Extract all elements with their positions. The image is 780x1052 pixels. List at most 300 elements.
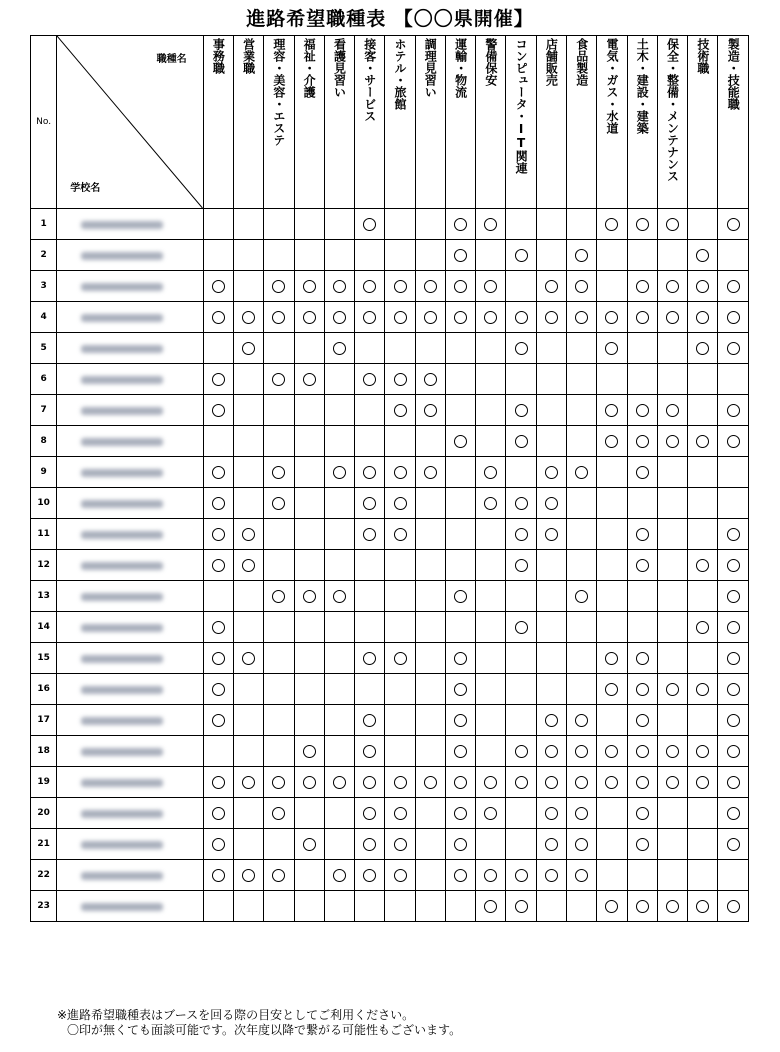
circle-mark-icon [212,869,225,882]
circle-mark-icon [272,869,285,882]
school-name-cell [57,643,203,674]
mark-cell [688,302,718,333]
redacted-school-name [81,810,163,818]
mark-cell [627,550,657,581]
mark-cell [506,426,536,457]
circle-mark-icon [575,807,588,820]
circle-mark-icon [636,714,649,727]
mark-cell [597,705,627,736]
school-name-cell [57,488,203,519]
mark-cell [657,209,687,240]
circle-mark-icon [303,590,316,603]
mark-cell [415,581,445,612]
circle-mark-icon [363,838,376,851]
mark-cell [355,209,385,240]
mark-cell [385,767,415,798]
mark-cell [536,519,566,550]
mark-cell [657,519,687,550]
circle-mark-icon [515,559,528,572]
mark-cell [688,860,718,891]
mark-cell [233,891,263,922]
mark-cell [536,550,566,581]
mark-cell [506,674,536,705]
mark-cell [294,457,324,488]
circle-mark-icon [484,280,497,293]
mark-cell [445,395,475,426]
mark-cell [385,674,415,705]
circle-mark-icon [394,497,407,510]
diagonal-header-cell [57,36,203,209]
circle-mark-icon [333,311,346,324]
circle-mark-icon [212,683,225,696]
mark-cell [385,488,415,519]
job-column-header [294,36,324,209]
circle-mark-icon [545,714,558,727]
mark-cell [445,209,475,240]
mark-cell [203,550,233,581]
circle-mark-icon [333,280,346,293]
mark-cell [476,426,506,457]
row-number: 3 [31,271,57,302]
mark-cell [718,240,749,271]
mark-cell [718,829,749,860]
mark-cell [355,860,385,891]
circle-mark-icon [454,280,467,293]
mark-cell [233,333,263,364]
circle-mark-icon [454,838,467,851]
mark-cell [718,798,749,829]
mark-cell [355,643,385,674]
mark-cell [627,612,657,643]
circle-mark-icon [363,373,376,386]
mark-cell [445,736,475,767]
circle-mark-icon [727,435,740,448]
mark-cell [445,705,475,736]
circle-mark-icon [363,311,376,324]
school-name-cell [57,333,203,364]
circle-mark-icon [727,404,740,417]
row-number: 9 [31,457,57,488]
redacted-school-name [81,624,163,632]
mark-cell [536,643,566,674]
mark-cell [294,426,324,457]
table-row [31,798,749,829]
circle-mark-icon [363,714,376,727]
mark-cell [688,209,718,240]
circle-mark-icon [394,466,407,479]
circle-mark-icon [454,776,467,789]
circle-mark-icon [545,869,558,882]
mark-cell [445,271,475,302]
mark-cell [415,612,445,643]
mark-cell [688,612,718,643]
job-column-header [718,36,749,209]
mark-cell [688,240,718,271]
circle-mark-icon [272,311,285,324]
circle-mark-icon [333,776,346,789]
mark-cell [567,488,597,519]
mark-cell [476,333,506,364]
circle-mark-icon [605,652,618,665]
mark-cell [203,240,233,271]
mark-cell [445,829,475,860]
mark-cell [385,209,415,240]
mark-cell [536,798,566,829]
circle-mark-icon [394,280,407,293]
mark-cell [718,550,749,581]
circle-mark-icon [605,745,618,758]
mark-cell [567,333,597,364]
mark-cell [718,612,749,643]
mark-cell [597,488,627,519]
circle-mark-icon [605,342,618,355]
mark-cell [385,426,415,457]
mark-cell [567,736,597,767]
mark-cell [718,395,749,426]
circle-mark-icon [727,807,740,820]
mark-cell [657,550,687,581]
mark-cell [324,209,354,240]
mark-cell [718,767,749,798]
mark-cell [688,395,718,426]
circle-mark-icon [363,497,376,510]
circle-mark-icon [303,280,316,293]
mark-cell [324,705,354,736]
mark-cell [264,705,294,736]
job-column-label: 理容・美容・エステ [271,38,286,146]
table-row [31,550,749,581]
mark-cell [233,395,263,426]
mark-cell [445,612,475,643]
mark-cell [203,581,233,612]
row-number: 16 [31,674,57,705]
table-row [31,891,749,922]
circle-mark-icon [212,466,225,479]
circle-mark-icon [515,497,528,510]
circle-mark-icon [727,900,740,913]
circle-mark-icon [727,528,740,541]
mark-cell [385,395,415,426]
mark-cell [264,271,294,302]
job-column-header [476,36,506,209]
mark-cell [445,333,475,364]
circle-mark-icon [666,404,679,417]
mark-cell [476,488,506,519]
circle-mark-icon [636,807,649,820]
mark-cell [294,860,324,891]
mark-cell [355,333,385,364]
mark-cell [506,550,536,581]
mark-cell [597,302,627,333]
mark-cell [688,736,718,767]
mark-cell [264,395,294,426]
mark-cell [385,736,415,767]
circle-mark-icon [727,280,740,293]
mark-cell [718,271,749,302]
mark-cell [476,891,506,922]
circle-mark-icon [242,869,255,882]
mark-cell [597,271,627,302]
mark-cell [294,302,324,333]
mark-cell [294,209,324,240]
mark-cell [536,209,566,240]
job-column-header [324,36,354,209]
mark-cell [385,612,415,643]
circle-mark-icon [242,528,255,541]
school-name-cell [57,426,203,457]
mark-cell [203,767,233,798]
mark-cell [506,271,536,302]
circle-mark-icon [484,466,497,479]
mark-cell [657,302,687,333]
table-row [31,457,749,488]
circle-mark-icon [484,807,497,820]
note-line-1: ※進路希望職種表はブースを回る際の目安としてご利用ください。 [57,1008,415,1022]
circle-mark-icon [575,869,588,882]
mark-cell [324,891,354,922]
mark-cell [445,364,475,395]
mark-cell [627,891,657,922]
mark-cell [385,457,415,488]
circle-mark-icon [303,311,316,324]
circle-mark-icon [484,869,497,882]
row-number: 12 [31,550,57,581]
circle-mark-icon [666,311,679,324]
circle-mark-icon [545,838,558,851]
job-column-header [506,36,536,209]
mark-cell [355,302,385,333]
circle-mark-icon [424,466,437,479]
mark-cell [294,798,324,829]
mark-cell [355,798,385,829]
mark-cell [657,581,687,612]
mark-cell [324,798,354,829]
mark-cell [476,581,506,612]
mark-cell [506,488,536,519]
mark-cell [324,426,354,457]
redacted-school-name [81,655,163,663]
mark-cell [324,550,354,581]
mark-cell [264,302,294,333]
circle-mark-icon [212,280,225,293]
header-row [31,36,749,209]
mark-cell [264,550,294,581]
mark-cell [203,302,233,333]
circle-mark-icon [424,404,437,417]
circle-mark-icon [575,466,588,479]
mark-cell [536,891,566,922]
mark-cell [506,767,536,798]
mark-cell [355,426,385,457]
circle-mark-icon [454,807,467,820]
mark-cell [567,550,597,581]
mark-cell [385,798,415,829]
mark-cell [355,674,385,705]
mark-cell [627,798,657,829]
circle-mark-icon [363,280,376,293]
circle-mark-icon [545,497,558,510]
mark-cell [567,674,597,705]
mark-cell [657,736,687,767]
mark-cell [324,457,354,488]
mark-cell [233,364,263,395]
mark-cell [476,829,506,860]
job-column-header [385,36,415,209]
circle-mark-icon [545,807,558,820]
mark-cell [203,333,233,364]
circle-mark-icon [303,776,316,789]
mark-cell [355,829,385,860]
job-column-label: 事務職 [211,38,226,74]
mark-cell [324,736,354,767]
mark-cell [536,395,566,426]
page-title: 進路希望職種表 【〇〇県開催】 [246,8,534,30]
mark-cell [385,829,415,860]
table-row [31,488,749,519]
mark-cell [233,457,263,488]
mark-cell [476,767,506,798]
mark-cell [476,519,506,550]
circle-mark-icon [272,466,285,479]
job-column-label: コンピュータ・IT関連 [514,38,529,174]
mark-cell [203,674,233,705]
circle-mark-icon [727,652,740,665]
mark-cell [718,302,749,333]
circle-mark-icon [212,528,225,541]
mark-cell [597,767,627,798]
mark-cell [567,271,597,302]
circle-mark-icon [424,776,437,789]
mark-cell [688,488,718,519]
circle-mark-icon [454,311,467,324]
mark-cell [415,240,445,271]
circle-mark-icon [515,404,528,417]
mark-cell [445,488,475,519]
school-name-cell [57,829,203,860]
circle-mark-icon [484,218,497,231]
mark-cell [506,395,536,426]
mark-cell [233,209,263,240]
circle-mark-icon [515,621,528,634]
row-number: 11 [31,519,57,550]
mark-cell [597,612,627,643]
row-number: 15 [31,643,57,674]
mark-cell [324,829,354,860]
circle-mark-icon [515,745,528,758]
mark-cell [385,891,415,922]
circle-mark-icon [515,869,528,882]
row-number: 17 [31,705,57,736]
mark-cell [506,705,536,736]
mark-cell [567,302,597,333]
circle-mark-icon [394,311,407,324]
mark-cell [324,581,354,612]
mark-cell [233,829,263,860]
mark-cell [203,209,233,240]
mark-cell [567,209,597,240]
job-preference-table [30,35,749,922]
mark-cell [324,302,354,333]
mark-cell [688,581,718,612]
mark-cell [355,891,385,922]
mark-cell [445,550,475,581]
mark-cell [203,736,233,767]
school-name-cell [57,860,203,891]
job-column-header [657,36,687,209]
circle-mark-icon [272,280,285,293]
circle-mark-icon [696,776,709,789]
mark-cell [718,705,749,736]
mark-cell [688,891,718,922]
mark-cell [657,643,687,674]
circle-mark-icon [394,652,407,665]
mark-cell [203,457,233,488]
redacted-school-name [81,500,163,508]
mark-cell [657,705,687,736]
job-column-header [264,36,294,209]
mark-cell [385,364,415,395]
job-column-header [688,36,718,209]
mark-cell [264,829,294,860]
mark-cell [355,767,385,798]
mark-cell [324,519,354,550]
mark-cell [415,798,445,829]
mark-cell [415,705,445,736]
mark-cell [567,612,597,643]
mark-cell [597,860,627,891]
mark-cell [476,674,506,705]
mark-cell [233,643,263,674]
mark-cell [355,581,385,612]
mark-cell [203,705,233,736]
circle-mark-icon [484,311,497,324]
circle-mark-icon [454,435,467,448]
mark-cell [203,612,233,643]
mark-cell [657,395,687,426]
table-body [31,209,749,922]
mark-cell [445,643,475,674]
circle-mark-icon [636,435,649,448]
school-name-cell [57,395,203,426]
mark-cell [567,891,597,922]
mark-cell [627,209,657,240]
mark-cell [657,488,687,519]
mark-cell [294,550,324,581]
circle-mark-icon [363,218,376,231]
mark-cell [718,519,749,550]
mark-cell [688,271,718,302]
mark-cell [203,891,233,922]
job-column-label: 保全・整備・メンテナンス [665,38,680,182]
job-column-label: 運輸・物流 [453,38,468,98]
mark-cell [627,581,657,612]
circle-mark-icon [727,714,740,727]
mark-cell [506,829,536,860]
table-row [31,705,749,736]
circle-mark-icon [363,776,376,789]
mark-cell [627,829,657,860]
job-column-label: 調理見習い [423,38,438,98]
circle-mark-icon [272,807,285,820]
circle-mark-icon [242,559,255,572]
circle-mark-icon [727,683,740,696]
circle-mark-icon [696,435,709,448]
mark-cell [627,519,657,550]
circle-mark-icon [696,745,709,758]
mark-cell [627,860,657,891]
mark-cell [506,519,536,550]
circle-mark-icon [666,745,679,758]
